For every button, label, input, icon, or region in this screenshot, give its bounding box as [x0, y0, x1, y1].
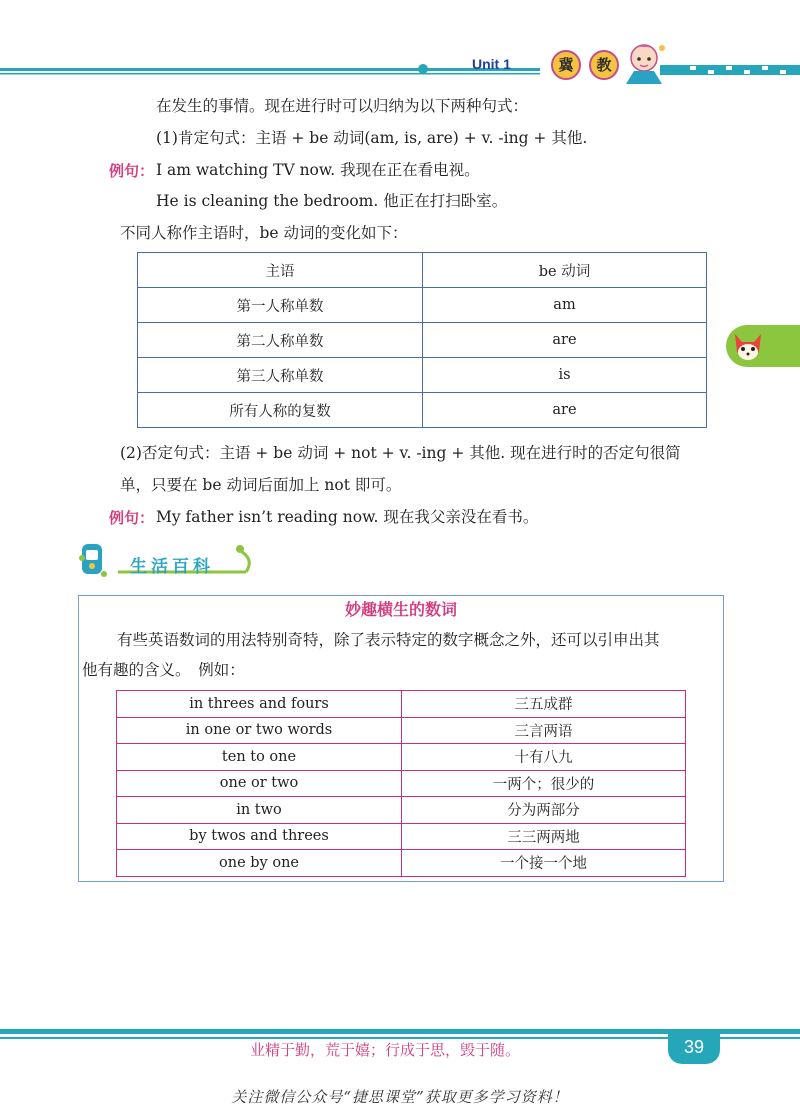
table-row — [138, 358, 707, 393]
header-decoration-band — [0, 62, 800, 80]
text-line-table-intro: 不同人称作主语时，be 动词的变化如下： — [120, 224, 408, 242]
table-cell: 第一人称单数 — [138, 288, 423, 323]
table-row — [117, 797, 686, 824]
footer-notice: 关注微信公众号“捷思课堂”获取更多学习资料！ — [231, 1088, 569, 1106]
footer-motto: 业精于勤，荒于嬉；行成于思，毁于随。 — [250, 1041, 521, 1059]
text-line-affirmative: (1)肯定句式：主语 + be 动词(am, is, are) + v. -ing + 其他. — [156, 129, 588, 147]
table-cell-english: ten to one — [117, 744, 402, 771]
table-cell: are — [423, 393, 707, 428]
page-number: 39 — [668, 1030, 720, 1064]
table-cell-chinese: 三五成群 — [402, 691, 686, 718]
table-row — [117, 717, 686, 744]
be-verb-table — [137, 252, 707, 428]
table-cell: 第三人称单数 — [138, 358, 423, 393]
table-row — [138, 253, 707, 288]
table-cell-chinese: 十有八九 — [402, 744, 686, 771]
table-cell: 所有人称的复数 — [138, 393, 423, 428]
table-cell: are — [423, 323, 707, 358]
publisher-badge-ji: 冀 — [551, 50, 581, 80]
table-cell: am — [423, 288, 707, 323]
table-cell: is — [423, 358, 707, 393]
table-cell: 第二人称单数 — [138, 323, 423, 358]
example-sentence-3: My father isn’t reading now. 现在我父亲没在看书。 — [156, 508, 539, 526]
table-row — [138, 323, 707, 358]
table-cell-chinese: 三三两两地 — [402, 823, 686, 850]
table-row — [117, 691, 686, 718]
example-label: 例句： — [109, 509, 155, 527]
table-row — [117, 823, 686, 850]
table-cell-chinese: 一个接一个地 — [402, 850, 686, 877]
example-sentence-1: I am watching TV now. 我现在正在看电视。 — [156, 161, 480, 179]
publisher-badge-jiao: 教 — [589, 50, 619, 80]
unit-label: Unit 1 — [472, 56, 511, 72]
table-row — [117, 770, 686, 797]
table-cell-english: in threes and fours — [117, 691, 402, 718]
table-cell-english: by twos and threes — [117, 823, 402, 850]
table-cell-chinese: 三言两语 — [402, 717, 686, 744]
box-title: 妙趣横生的数词 — [344, 600, 457, 619]
table-header-be-verb: be 动词 — [423, 253, 707, 288]
text-line-negative-2: 单，只要在 be 动词后面加上 not 即可。 — [120, 476, 402, 494]
table-cell-english: in two — [117, 797, 402, 824]
table-row — [138, 393, 707, 428]
table-row — [138, 288, 707, 323]
fox-mascot-icon — [731, 328, 765, 364]
table-header-subject: 主语 — [138, 253, 423, 288]
mascot-girl-icon — [616, 38, 672, 86]
box-intro-line-2: 他有趣的含义。 例如： — [82, 661, 245, 679]
table-cell-chinese: 分为两部分 — [402, 797, 686, 824]
number-idioms-table — [116, 690, 686, 877]
example-sentence-2: He is cleaning the bedroom. 他正在打扫卧室。 — [156, 192, 508, 210]
text-line-intro: 在发生的事情。现在进行时可以归纳为以下两种句式： — [156, 97, 529, 115]
box-intro-line-1: 有些英语数词的用法特别奇特，除了表示特定的数字概念之外，还可以引申出其 — [117, 631, 660, 649]
table-cell-english: one by one — [117, 850, 402, 877]
example-label: 例句： — [109, 162, 155, 180]
table-cell-chinese: 一两个；很少的 — [402, 770, 686, 797]
table-cell-english: in one or two words — [117, 717, 402, 744]
table-row — [117, 744, 686, 771]
table-cell-english: one or two — [117, 770, 402, 797]
table-row — [117, 850, 686, 877]
life-section-title: 生活百科 — [130, 557, 214, 577]
text-line-negative-1: (2)否定句式：主语 + be 动词 + not + v. -ing + 其他. 现在进行时的否定句很简 — [120, 444, 681, 462]
